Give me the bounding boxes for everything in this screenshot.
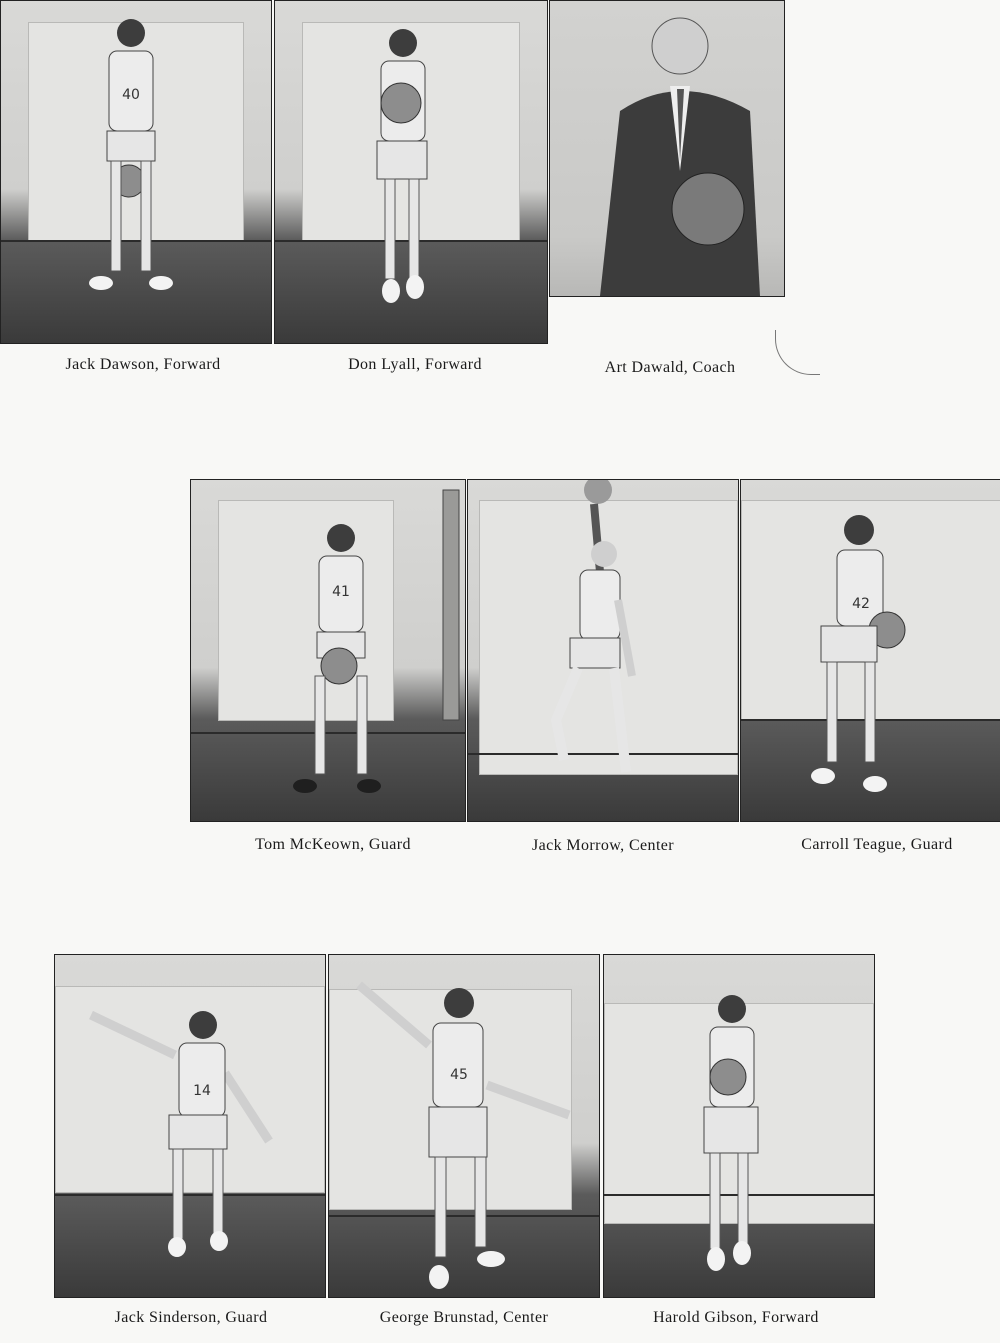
- photo-don-lyall: [274, 0, 548, 344]
- jersey-number: 14: [193, 1083, 211, 1099]
- player-figure: [329, 955, 599, 1297]
- caption-george-brunstad: George Brunstad, Center: [379, 1309, 549, 1326]
- caption-carroll-teague: Carroll Teague, Guard: [801, 836, 953, 853]
- caption-jack-morrow: Jack Morrow, Center: [531, 837, 675, 854]
- player-figure: [1, 1, 271, 343]
- player-figure: [604, 955, 874, 1297]
- jersey-number: 42: [852, 596, 870, 612]
- player-figure: [468, 480, 738, 821]
- player-figure: [741, 480, 1000, 821]
- player-figure: [191, 480, 465, 821]
- photo-jack-sinderson: [54, 954, 326, 1298]
- caption-jack-sinderson: Jack Sinderson, Guard: [114, 1309, 268, 1326]
- photo-art-dawald: [549, 0, 785, 297]
- caption-art-dawald: Art Dawald, Coach: [604, 359, 736, 376]
- photo-jack-dawson: [0, 0, 272, 344]
- photo-harold-gibson: [603, 954, 875, 1298]
- jersey-number: 40: [122, 87, 140, 103]
- coach-figure: [550, 1, 784, 296]
- photo-carroll-teague: [740, 479, 1000, 822]
- jersey-number: 41: [332, 584, 350, 600]
- photo-tom-mckeown: [190, 479, 466, 822]
- caption-tom-mckeown: Tom McKeown, Guard: [255, 836, 411, 853]
- player-figure: [55, 955, 325, 1297]
- photo-george-brunstad: [328, 954, 600, 1298]
- player-figure: [275, 1, 547, 343]
- caption-harold-gibson: Harold Gibson, Forward: [653, 1309, 819, 1326]
- caption-don-lyall: Don Lyall, Forward: [348, 356, 482, 373]
- jersey-number: 45: [450, 1067, 468, 1083]
- caption-jack-dawson: Jack Dawson, Forward: [65, 356, 221, 373]
- photo-jack-morrow: [467, 479, 739, 822]
